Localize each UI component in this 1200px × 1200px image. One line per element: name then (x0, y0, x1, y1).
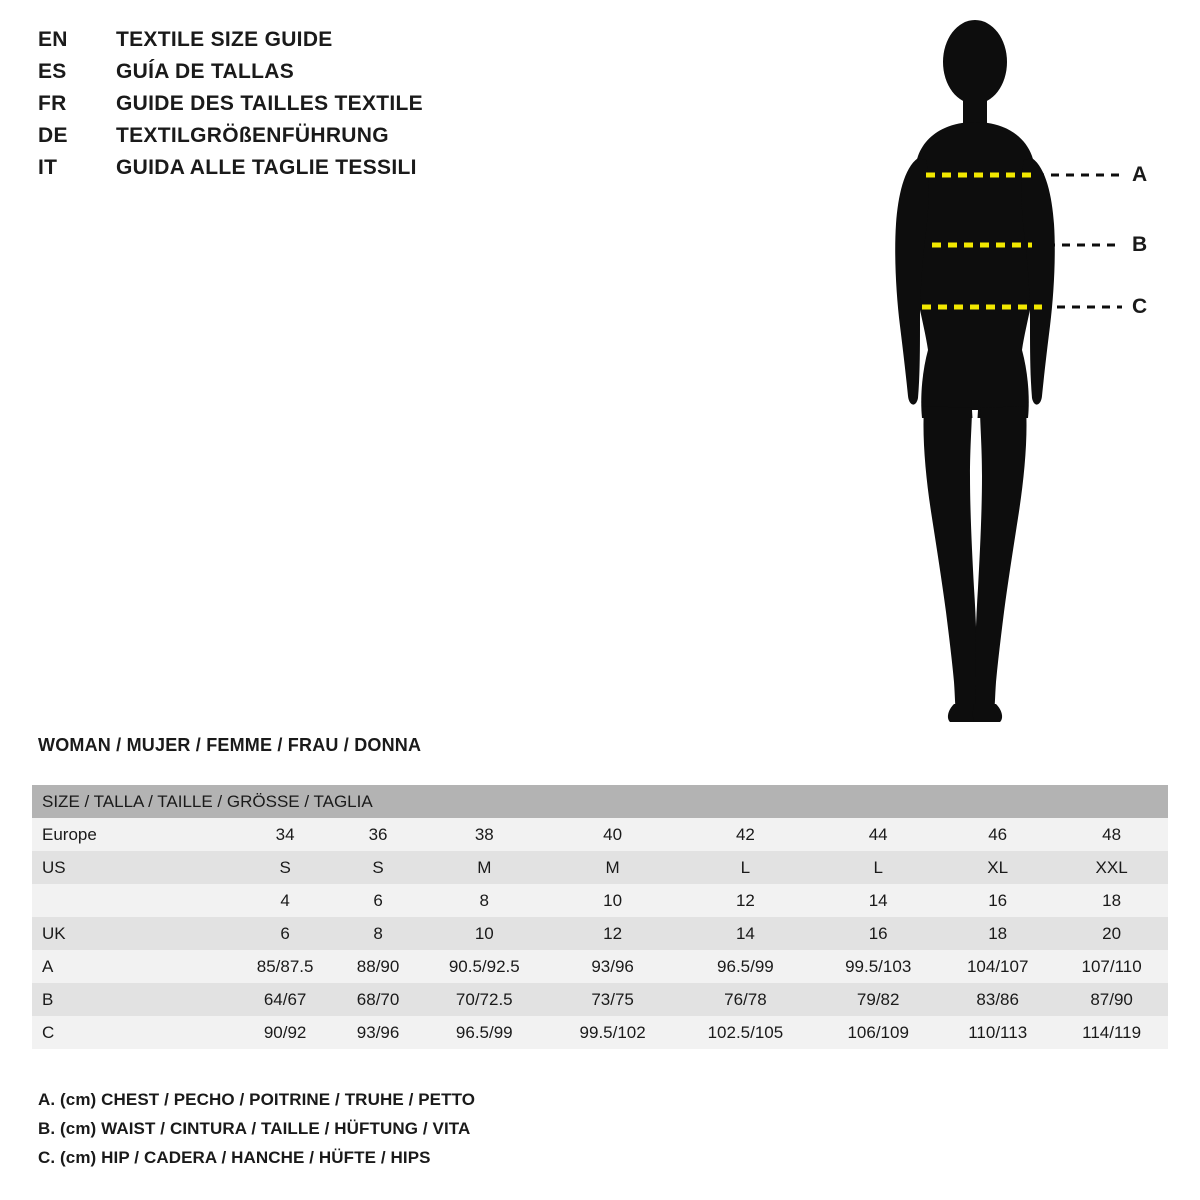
cell-value: 16 (816, 917, 940, 950)
cell-value: 68/70 (338, 983, 418, 1016)
silhouette-svg (860, 10, 1190, 750)
cell-value: 10 (551, 884, 675, 917)
cell-value: 106/109 (816, 1016, 940, 1049)
title-row (38, 60, 598, 92)
title-lang-code: DE (38, 124, 68, 147)
cell-value: 38 (418, 818, 551, 851)
cell-value: 34 (232, 818, 338, 851)
cell-value: 93/96 (551, 950, 675, 983)
cell-value: 110/113 (940, 1016, 1055, 1049)
size-guide-title-block (38, 28, 598, 188)
cell-value: 114/119 (1055, 1016, 1168, 1049)
table-row (32, 1016, 1168, 1049)
table-header-label: SIZE / TALLA / TAILLE / GRÖSSE / TAGLIA (32, 785, 1168, 818)
cell-value: 64/67 (232, 983, 338, 1016)
cell-value: 20 (1055, 917, 1168, 950)
cell-value: 36 (338, 818, 418, 851)
table-header-row (32, 785, 1168, 818)
cell-value: 18 (940, 917, 1055, 950)
cell-value: 90/92 (232, 1016, 338, 1049)
female-silhouette-figure (860, 10, 1190, 750)
cell-value: 16 (940, 884, 1055, 917)
title-row (38, 92, 598, 124)
cell-value: 99.5/103 (816, 950, 940, 983)
cell-value: 12 (551, 917, 675, 950)
cell-value: 10 (418, 917, 551, 950)
title-text: TEXTILGRÖßENFÜHRUNG (116, 124, 389, 147)
cell-value: 76/78 (675, 983, 817, 1016)
row-label: A (32, 950, 232, 983)
cell-value: 42 (675, 818, 817, 851)
cell-value: 79/82 (816, 983, 940, 1016)
table-row (32, 851, 1168, 884)
cell-value: 48 (1055, 818, 1168, 851)
cell-value: 18 (1055, 884, 1168, 917)
row-label: US (32, 851, 232, 884)
title-row (38, 28, 598, 60)
table-row (32, 983, 1168, 1016)
measure-label-c: C (1132, 295, 1148, 318)
table-row (32, 950, 1168, 983)
size-table (32, 785, 1168, 1049)
cell-value: 6 (338, 884, 418, 917)
section-heading-woman: WOMAN / MUJER / FEMME / FRAU / DONNA (38, 735, 422, 755)
cell-value: 8 (338, 917, 418, 950)
cell-value: S (232, 851, 338, 884)
cell-value: S (338, 851, 418, 884)
row-label: UK (32, 917, 232, 950)
title-text: GUÍA DE TALLAS (116, 60, 295, 83)
cell-value: 8 (418, 884, 551, 917)
title-lang-code: ES (38, 60, 67, 83)
legend-row-chest: A. (cm) CHEST / PECHO / POITRINE / TRUHE / PETTO (38, 1090, 476, 1109)
table-row (32, 818, 1168, 851)
cell-value: 96.5/99 (675, 950, 817, 983)
title-row (38, 156, 598, 188)
measurement-legend (38, 1090, 738, 1177)
legend-row-waist: B. (cm) WAIST / CINTURA / TAILLE / HÜFTUNG / VITA (38, 1119, 471, 1138)
row-label: B (32, 983, 232, 1016)
cell-value: L (675, 851, 817, 884)
cell-value: 14 (675, 917, 817, 950)
cell-value: 73/75 (551, 983, 675, 1016)
row-label: Europe (32, 818, 232, 851)
cell-value: 104/107 (940, 950, 1055, 983)
legend-row-hip: C. (cm) HIP / CADERA / HANCHE / HÜFTE / HIPS (38, 1148, 431, 1167)
row-label (32, 884, 232, 917)
cell-value: 12 (675, 884, 817, 917)
cell-value: 44 (816, 818, 940, 851)
cell-value: 96.5/99 (418, 1016, 551, 1049)
cell-value: M (418, 851, 551, 884)
cell-value: 46 (940, 818, 1055, 851)
cell-value: 85/87.5 (232, 950, 338, 983)
table-row (32, 884, 1168, 917)
cell-value: 90.5/92.5 (418, 950, 551, 983)
cell-value: 70/72.5 (418, 983, 551, 1016)
cell-value: 4 (232, 884, 338, 917)
cell-value: 99.5/102 (551, 1016, 675, 1049)
measure-label-b: B (1132, 233, 1148, 256)
cell-value: 102.5/105 (675, 1016, 817, 1049)
title-lang-code: EN (38, 28, 68, 51)
title-lang-code: IT (38, 156, 58, 179)
woman-silhouette-shape (895, 20, 1055, 722)
row-label: C (32, 1016, 232, 1049)
cell-value: 93/96 (338, 1016, 418, 1049)
cell-value: XXL (1055, 851, 1168, 884)
table-row (32, 917, 1168, 950)
title-text: GUIDA ALLE TAGLIE TESSILI (116, 156, 417, 179)
cell-value: 6 (232, 917, 338, 950)
cell-value: 88/90 (338, 950, 418, 983)
cell-value: 87/90 (1055, 983, 1168, 1016)
cell-value: 83/86 (940, 983, 1055, 1016)
cell-value: XL (940, 851, 1055, 884)
cell-value: M (551, 851, 675, 884)
cell-value: 40 (551, 818, 675, 851)
title-text: TEXTILE SIZE GUIDE (116, 28, 333, 51)
title-lang-code: FR (38, 92, 67, 115)
title-row (38, 124, 598, 156)
measure-label-a: A (1132, 163, 1148, 186)
cell-value: 14 (816, 884, 940, 917)
cell-value: L (816, 851, 940, 884)
cell-value: 107/110 (1055, 950, 1168, 983)
title-text: GUIDE DES TAILLES TEXTILE (116, 92, 423, 115)
